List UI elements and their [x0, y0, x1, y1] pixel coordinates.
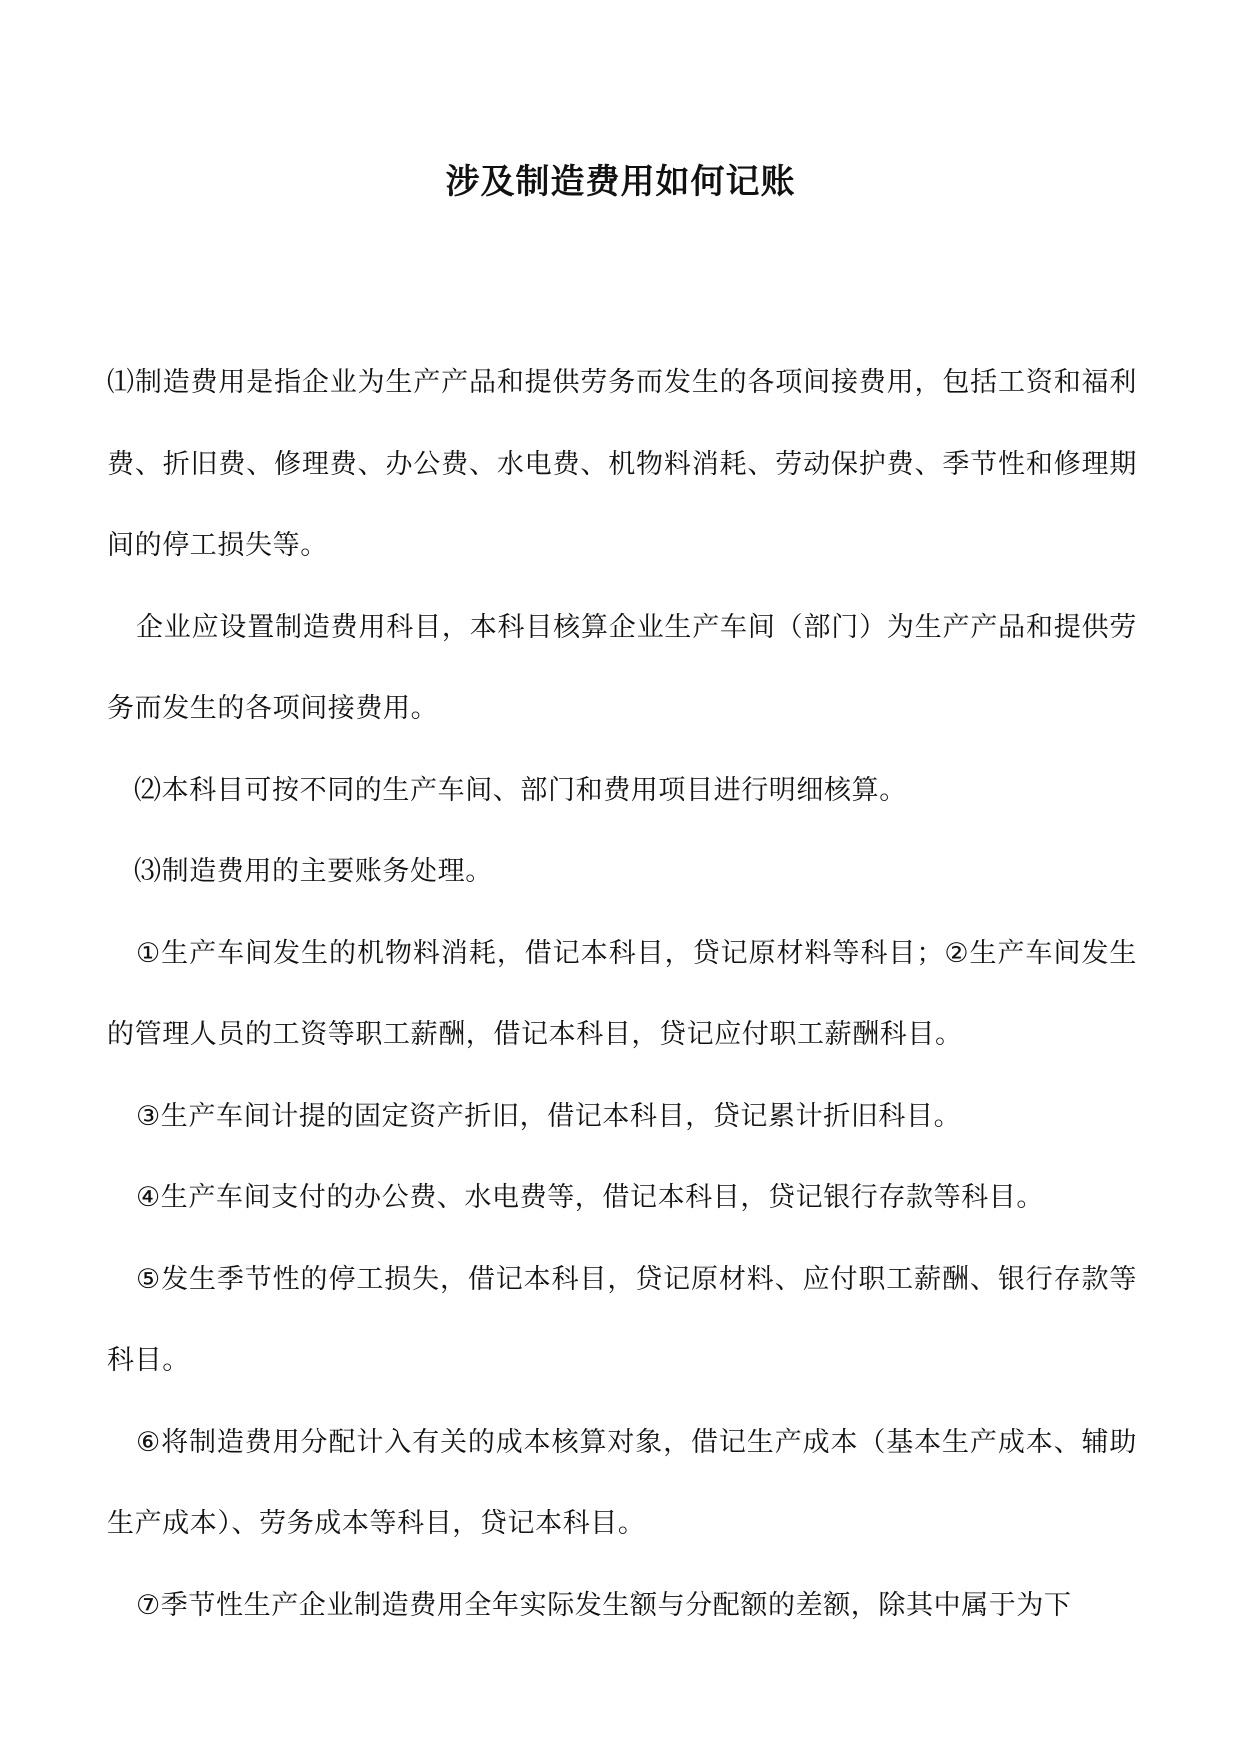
paragraph-9: ⑥将制造费用分配计入有关的成本核算对象，借记生产成本（基本生产成本、辅助生产成本）、劳务成本等科目，贷记本科目。 — [107, 1426, 1137, 1539]
paragraph-10: ⑦季节性生产企业制造费用全年实际发生额与分配额的差额，除其中属于为下 — [136, 1589, 1072, 1621]
paragraph-3: ⑵本科目可按不同的生产车间、部门和费用项目进行明细核算。 — [134, 774, 907, 806]
paragraph-2: 企业应设置制造费用科目，本科目核算企业生产车间（部门）为生产产品和提供劳务而发生的各项间接费用。 — [107, 611, 1137, 724]
paragraph-5: ①生产车间发生的机物料消耗，借记本科目，贷记原材料等科目；②生产车间发生的管理人员的工资等职工薪酬，借记本科目，贷记应付职工薪酬科目。 — [107, 937, 1137, 1050]
paragraph-8: ⑤发生季节性的停工损失，借记本科目，贷记原材料、应付职工薪酬、银行存款等科目。 — [107, 1263, 1137, 1376]
paragraph-7: ④生产车间支付的办公费、水电费等，借记本科目，贷记银行存款等科目。 — [136, 1182, 1045, 1213]
document-body — [107, 342, 1137, 1646]
paragraph-6: ③生产车间计提的固定资产折旧，借记本科目，贷记累计折旧科目。 — [136, 1100, 962, 1132]
paragraph-4: ⑶制造费用的主要账务处理。 — [134, 856, 493, 887]
paragraph-1: ⑴制造费用是指企业为生产产品和提供劳务而发生的各项间接费用，包括工资和福利费、折旧费、修理费、办公费、水电费、机物料消耗、劳动保护费、季节性和修理期间的停工损失等。 — [107, 367, 1137, 561]
page-title: 涉及制造费用如何记账 — [445, 162, 796, 202]
